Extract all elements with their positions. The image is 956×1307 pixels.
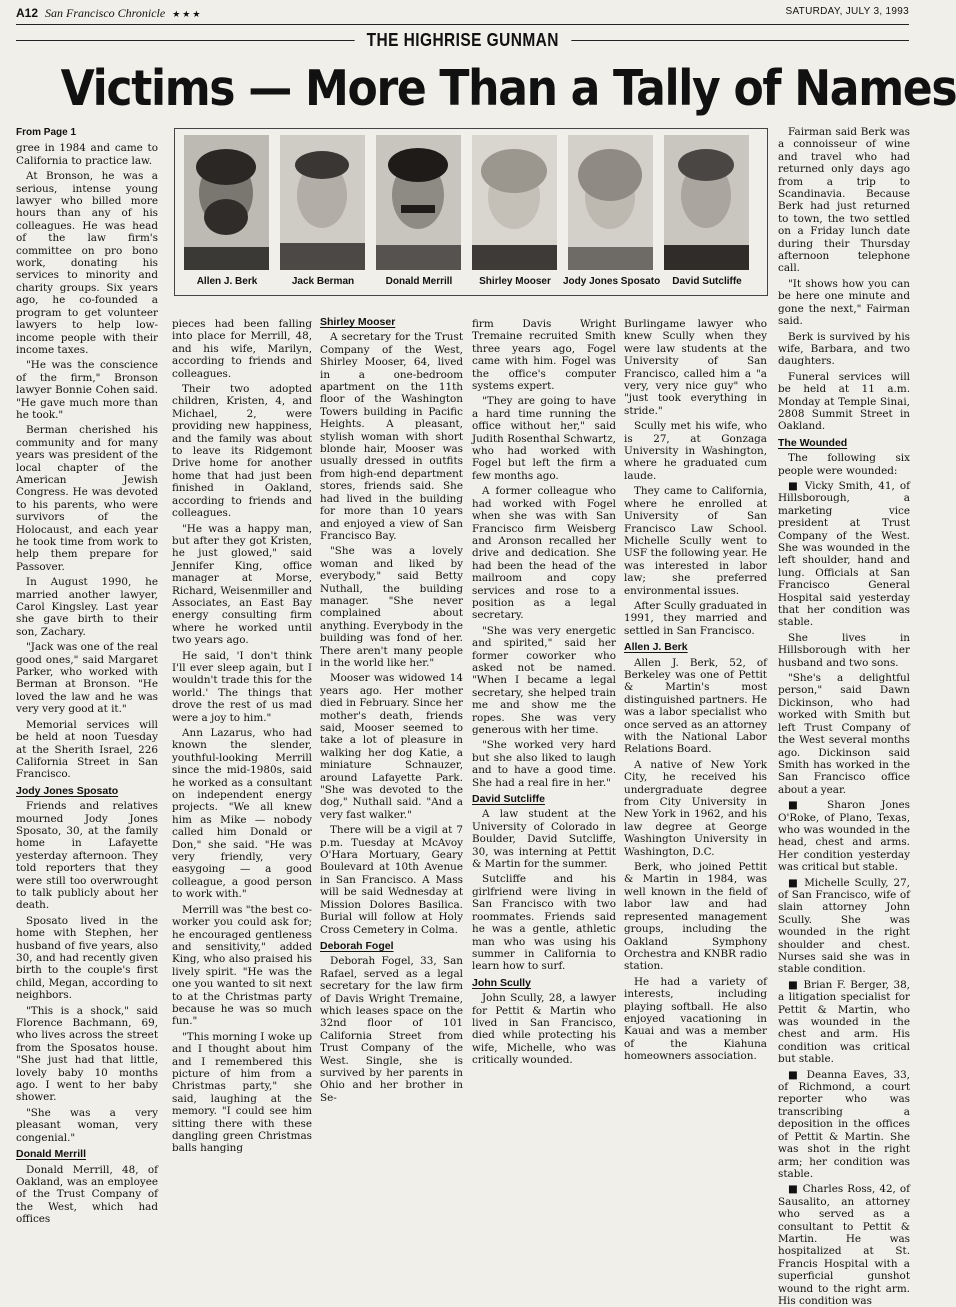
- column-1: [16, 126, 158, 1226]
- newspaper-name: San Francisco Chronicle: [45, 6, 166, 20]
- paragraph: He had a variety of interests, including playing softball. He also enjoyed vacationing in Kauai and was a member of the Kiahuna homeowners association.: [624, 975, 767, 1063]
- kicker-text: THE HIGHRISE GUNMAN: [355, 28, 571, 53]
- paragraph: Friends and relatives mourned Jody Jones Sposato, 30, at the family home in Lafayette yesterday afternoon. They told reporters that they were still too overwrought to talk publicly about her death.: [16, 800, 158, 912]
- paragraph: Funeral services will be held at 11 a.m. Monday at Temple Sinai, 2808 Summit Street in Oakland.: [778, 370, 910, 433]
- paragraph: ■ Brian F. Berger, 38, a litigation specialist for Pettit & Martin, who was wounded in the chest and arm. His condition was critical but stable.: [778, 978, 910, 1066]
- section-heading: Jody Jones Sposato: [16, 784, 119, 797]
- column-3: [320, 316, 463, 1104]
- kicker: [0, 28, 926, 53]
- section-heading: Donald Merrill: [16, 1148, 87, 1161]
- column-2: [172, 318, 313, 1155]
- paragraph: Donald Merrill, 48, of Oakland, was an employee of the Trust Company of the West, which had offices: [16, 1163, 158, 1226]
- paragraph: Mooser was widowed 14 years ago. Her mother died in February. Since her mother's death, friends said, Mooser seemed to take a lot of pleasure in walking her dog Katie, a miniature Schnauzer, around Lafayette Park. "She was devoted to the dog," Nuthall said. "And a very fast walker.": [320, 672, 463, 821]
- paragraph: After Scully graduated in 1991, they married and settled in San Francisco.: [624, 599, 767, 637]
- paragraph: ■ Michelle Scully, 27, of San Francisco, wife of slain attorney John Scully. She was wounded in the right shoulder and chest. Nurses said she was in stable condition.: [778, 876, 910, 976]
- portrait-image: [280, 135, 365, 270]
- paragraph: Burlingame lawyer who knew Scully when they were law students at the University of San Francisco, called him a "a very, very nice guy" who "just took everything in stride.": [624, 318, 767, 417]
- paragraph: A law student at the University of Colorado in Boulder, David Sutcliffe, 30, was interning at Pettit & Martin for the summer.: [472, 808, 616, 871]
- ornament-dots: ★★★: [172, 9, 203, 19]
- photo-caption: Allen J. Berk: [196, 276, 258, 287]
- paragraph: There will be a vigil at 7 p.m. Tuesday at McAvoy O'Hara Mortuary, Geary Boulevard at 10th Avenue in San Francisco. A Mass will be said Wednesday at Mission Dolores Basilica. Burial will follow at Holy Cross Cemetery in Colma.: [320, 824, 463, 936]
- paragraph: "Jack was one of the real good ones," said Margaret Parker, who worked with Berman at Bronson. "He loved the law and he was very very good at it.": [16, 641, 158, 716]
- paragraph: "This is a shock," said Florence Bachmann, 69, who lives across the street from the Sposatos house. "She just had that little, lovely baby 10 months ago. I went to her baby shower.: [16, 1004, 158, 1104]
- paragraph: ■ Deanna Eaves, 33, of Richmond, a court reporter who was transcribing a deposition in the offices of Pettit & Martin. She was shot in the right arm; her condition was stable.: [778, 1068, 910, 1180]
- paragraph: firm Davis Wright Tremaine recruited Smith three years ago, Fogel came with him. Fogel was the office's computer systems expert.: [472, 318, 616, 393]
- paragraph: "She worked very hard but she also liked to laugh and to have a good time. She had a real fire in her.": [472, 739, 616, 789]
- paragraph: Sutcliffe and his girlfriend were living in San Francisco with two roommates. Friends said he was a gentle, athletic man who was using his summer in California to learn how to surf.: [472, 873, 616, 973]
- paragraph: Merrill was "the best co-worker you could ask for; he encouraged gentleness and sensitivity," added King, who also praised his lively spirit. "He was the one you wanted to sit next to at the Christmas party because he was so much fun.": [172, 903, 313, 1028]
- paragraph: ■ Vicky Smith, 41, of Hillsborough, a marketing vice president at Trust Company of the West. She was wounded in the left shoulder, hand and lung. Officials at San Francisco General Hospital said yesterday that her condition was stable.: [778, 479, 910, 629]
- masthead-left: [16, 6, 202, 21]
- portrait-image: [184, 135, 269, 270]
- portrait-photo: [280, 135, 365, 270]
- portrait-image: [568, 135, 653, 270]
- paragraph: "He was the conscience of the firm," Bronson lawyer Bonnie Cohen said. "He gave much more than he took.": [16, 359, 158, 421]
- page-number: A12: [16, 6, 39, 20]
- column-6: [778, 126, 910, 1307]
- paragraph: Their two adopted children, Kristen, 4, and Michael, 2, were providing new happiness, and the family was about to leave its Ridgemont Drive home for another home that had just been finished in Oakland, according to friends and colleagues.: [172, 383, 312, 520]
- paragraph: Berman cherished his community and for many years was president of the local chapter of the American Jewish Congress. He was devoted to his parents, who were survivors of the Holocaust, and each year he took time from work to help them prepare for Passover.: [16, 424, 158, 573]
- paragraph: The following six people were wounded:: [778, 452, 910, 477]
- paragraph: At Bronson, he was a serious, intense young lawyer who billed more hours than any of his colleagues. He was head of the law firm's committee on pro bono work, donating his services to minority and charity groups. Six years ago, he co-founded a program to get volunteer lawyers to help low-income people with their income taxes.: [16, 170, 158, 356]
- column-5: [624, 318, 767, 1063]
- paragraph: They came to California, where he enrolled at University of San Francisco Law School. Michelle Scully went to USF the following year. He was interested in labor law; she preferred environmental issues.: [624, 485, 767, 597]
- portrait-image: [472, 135, 557, 270]
- paragraph: Berk, who joined Pettit & Martin in 1984, was well known in the field of labor law and had represented management groups, including the Oakland Symphony Orchestra and KNBR radio station.: [624, 861, 767, 973]
- paragraph: Scully met his wife, who is 27, at Gonzaga University in Washington, where he graduated cum laude.: [624, 420, 767, 482]
- masthead-rule: [16, 24, 909, 25]
- section-heading: John Scully: [472, 976, 531, 989]
- portrait-photo: [568, 135, 653, 270]
- paragraph: Sposato lived in the home with Stephen, her husband of five years, also 30, and had recently given birth to the couple's first child, Megan, according to neighbors.: [16, 914, 158, 1002]
- paragraph: Memorial services will be held at noon Tuesday at the Sherith Israel, 226 California Street in San Francisco.: [16, 718, 158, 781]
- paragraph: She lives in Hillsborough with her husband and two sons.: [778, 631, 910, 669]
- paragraph: "He was a happy man, but after they got Kristen, he just glowed," said Jennifer King, office manager at Morse, Richard, Weisenmiller and Associates, an East Bay energy consulting firm where he worked until two years ago.: [172, 522, 312, 647]
- paragraph: A former colleague who had worked with Fogel when she was with San Francisco firm Weisberg and Aronson recalled her drive and dedication. She had been the head of the mailroom and copy services and rose to a position as a legal secretary.: [472, 485, 616, 622]
- paragraph: In August 1990, he married another lawyer, Carol Kingsley. Last year she gave birth to their son, Zachary.: [16, 576, 158, 638]
- paragraph: "They are going to have a hard time running the office without her," said Judith Rosenthal Schwartz, who had worked with Fogel but left the firm a few months ago.: [472, 395, 616, 482]
- issue-date: SATURDAY, JULY 3, 1993: [785, 6, 909, 17]
- photo-caption: Jody Jones Sposato: [563, 276, 661, 287]
- portrait-photo: [376, 135, 461, 270]
- paragraph: "She's a delightful person," said Dawn Dickinson, who had worked with Smith but left Trust Company of the West several months ago. Dickinson said Smith has worked in the San Francisco office about a year.: [778, 672, 910, 796]
- section-heading: Allen J. Berk: [624, 641, 688, 654]
- paragraph: "It shows how you can be here one minute and gone the next," Fairman said.: [778, 277, 910, 328]
- portrait-image: [664, 135, 749, 270]
- photo-caption: Donald Merrill: [385, 276, 453, 287]
- section-heading: Deborah Fogel: [320, 939, 394, 952]
- paragraph: "She was very energetic and spirited," said her former coworker who asked not be named. "When I became a legal secretary, she helped train me and show me the ropes. She was very generous with her time.: [472, 624, 616, 736]
- paragraph: ■ Sharon Jones O'Roke, of Plano, Texas, who was wounded in the head, chest and arms. Her condition yesterday was critical but stable.: [778, 799, 910, 874]
- section-heading: The Wounded: [778, 436, 848, 449]
- paragraph: A secretary for the Trust Company of the West, Shirley Mooser, 64, lived in a one-bedroom apartment on the 11th floor of the Washington Towers building in Pacific Heights. A pleasant, stylish woman with short blonde hair, Mooser was usually dressed in outfits from high-end department stores, friends said. She had lived in the building for more than 10 years and enjoyed a view of San Francisco Bay.: [320, 331, 463, 542]
- paragraph: gree in 1984 and came to California to practice law.: [16, 142, 158, 167]
- paragraph: pieces had been falling into place for Merrill, 48, and his wife, Marilyn, according to friends and colleagues.: [172, 318, 312, 380]
- masthead: [16, 6, 909, 24]
- paragraph: "She was a lovely woman and liked by everybody," said Betty Nuthall, the building manager. "She never complained about anything. Everybody in the building was fond of her. There aren't many people in the world like her.": [320, 545, 463, 669]
- photo-caption: David Sutcliffe: [672, 276, 742, 287]
- section-heading: Shirley Mooser: [320, 316, 396, 328]
- paragraph: Allen J. Berk, 52, of Berkeley was one of Pettit & Martin's most distinguished partners. He was a labor specialist who once served as an attorney with the National Labor Relations Board.: [624, 656, 767, 756]
- portrait-image: [376, 135, 461, 270]
- paragraph: "She was a very pleasant woman, very congenial.": [16, 1106, 158, 1144]
- column-4: [472, 318, 616, 1067]
- paragraph: Fairman said Berk was a connoisseur of wine and travel who had returned only days ago from a trip to Scandinavia. Because Berk had just returned to town, the two settled on a Friday lunch date during their Thursday afternoon telephone call.: [778, 126, 910, 275]
- paragraph: Berk is survived by his wife, Barbara, and two daughters.: [778, 330, 910, 368]
- paragraph: ■ Charles Ross, 42, of Sausalito, an attorney who served as a consultant to Pettit & Martin. He was hospitalized at St. Francis Hospital with a superficial gunshot wound to the right arm. His condition was: [778, 1183, 910, 1307]
- portrait-photo: [472, 135, 557, 270]
- headline: Victims — More Than a Tally of Names: [60, 60, 956, 117]
- jump-line: From Page 1: [16, 127, 77, 138]
- portrait-photo: [184, 135, 269, 270]
- photo-caption: Shirley Mooser: [479, 276, 551, 287]
- photo-caption: Jack Berman: [291, 276, 355, 287]
- section-heading: David Sutcliffe: [472, 793, 545, 806]
- paragraph: He said, 'I don't think I'll ever sleep again, but I wouldn't trade this for the world.' The things that drove the rest of us mad were a joy to him.": [172, 649, 312, 724]
- portrait-photo: [664, 135, 749, 270]
- paragraph: Ann Lazarus, who had known the slender, youthful-looking Merrill since the mid-1980s, said he worked as a consultant on independent energy projects. "We all knew him as Mike — nobody called him Donald or Don," she said. "He was very friendly, very easygoing — a good colleague, a good person to work with.": [172, 727, 312, 901]
- photo-strip: [174, 128, 768, 296]
- paragraph: A native of New York City, he received his undergraduate degree from City University in New York in 1962, and his law degree at George Washington University in Washington, D.C.: [624, 758, 767, 858]
- paragraph: John Scully, 28, a lawyer for Pettit & Martin who lived in San Francisco, died while protecting his wife, Michelle, who was critically wounded.: [472, 992, 616, 1067]
- paragraph: "This morning I woke up and I thought about him and I remembered this picture of him from a Christmas party," she said, laughing at the memory. "I could see him sitting there with these dangling green Christmas balls hanging: [172, 1030, 312, 1155]
- paragraph: Deborah Fogel, 33, San Rafael, served as a legal secretary for the law firm of Davis Wright Tremaine, which leases space on the 32nd floor of 101 California Street from Trust Company of the West. Single, she is survived by her parents in Ohio and her brother in Se-: [320, 955, 463, 1104]
